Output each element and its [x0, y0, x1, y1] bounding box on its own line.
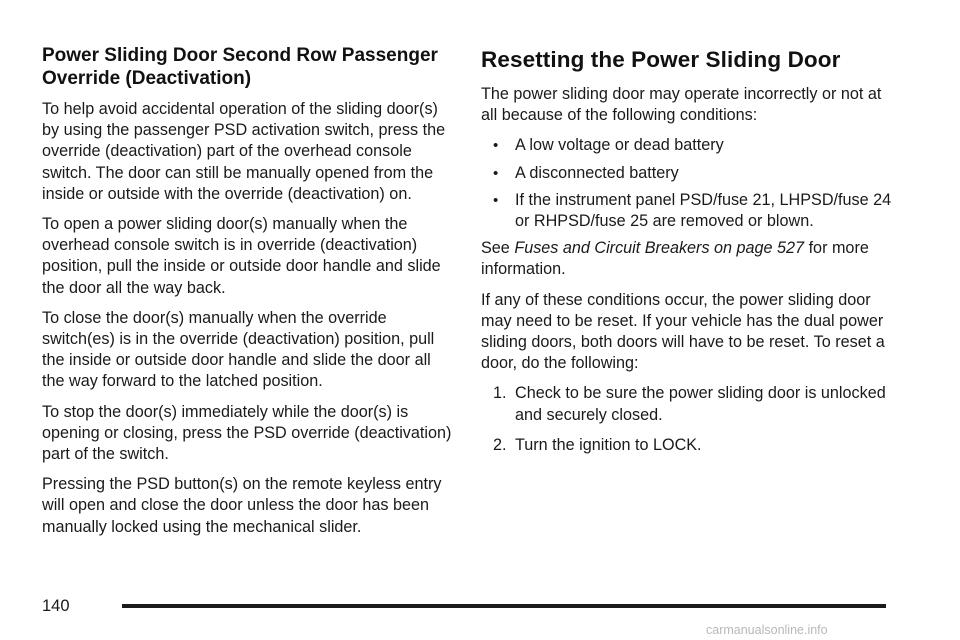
list-item	[481, 190, 901, 232]
reset-intro: The power sliding door may operate incorrectly or not at all because of the following conditions:	[481, 85, 882, 125]
bullet-icon: •	[493, 164, 499, 182]
reset-heading: Resetting the Power Sliding Door	[481, 47, 841, 72]
override-paragraph-1: To help avoid accidental operation of the sliding door(s) by using the passenger PSD activation switch, press the override (deactivation) part of the overhead console switch. The door can still be manually opened from the inside or outside with the override (deactivation) on.	[42, 100, 446, 203]
override-paragraph-4: To stop the door(s) immediately while the door(s) is opening or closing, press the PSD override (deactivation) part of the switch.	[42, 402, 452, 464]
list-item	[481, 135, 901, 156]
override-paragraph-3: To close the door(s) manually when the override switch(es) is in the override (deactivation) position, pull the inside or outside door handle and slide the door all the way forward to the latched position.	[42, 308, 435, 391]
step-text: Check to be sure the power sliding door is unlocked and securely closed.	[515, 384, 886, 424]
reset-paragraph: If any of these conditions occur, the power sliding door may need to be reset. If your vehicle has the dual power sliding doors, both doors will have to be reset. To reset a door, do the following:	[481, 290, 885, 373]
override-paragraph-2: To open a power sliding door(s) manually when the overhead console switch is in override (deactivation) position, pull the inside or outside door handle and slide the door all the way back.	[42, 215, 441, 297]
override-paragraph-5: Pressing the PSD button(s) on the remote keyless entry will open and close the door unless the door has been manually locked using the mechanical slider.	[42, 475, 442, 536]
left-column	[42, 44, 452, 547]
list-item-text: A low voltage or dead battery	[515, 136, 724, 155]
bullet-icon: •	[493, 191, 499, 209]
step-number: 2.	[493, 435, 507, 454]
see-prefix: See	[481, 239, 510, 258]
list-item-text: If the instrument panel PSD/fuse 21, LHPSD/fuse 24 or RHPSD/fuse 25 are removed or blown.	[515, 190, 892, 231]
watermark: carmanualsonline.info	[706, 623, 828, 637]
conditions-list	[481, 135, 901, 232]
footer-rule	[122, 604, 886, 608]
see-reference	[481, 238, 901, 280]
page-number: 140	[42, 597, 70, 615]
reset-steps	[481, 383, 901, 456]
list-item	[481, 163, 901, 184]
step-item	[481, 383, 901, 425]
override-heading: Power Sliding Door Second Row Passenger Override (Deactivation)	[42, 45, 438, 89]
see-suffix: for more information.	[481, 239, 869, 279]
right-column	[481, 44, 901, 465]
fuses-cross-reference: Fuses and Circuit Breakers on page 527	[514, 239, 805, 258]
bullet-icon: •	[493, 137, 499, 155]
step-number: 1.	[493, 384, 507, 403]
step-item	[481, 435, 901, 456]
step-text: Turn the ignition to LOCK.	[515, 435, 702, 454]
list-item-text: A disconnected battery	[515, 163, 679, 182]
